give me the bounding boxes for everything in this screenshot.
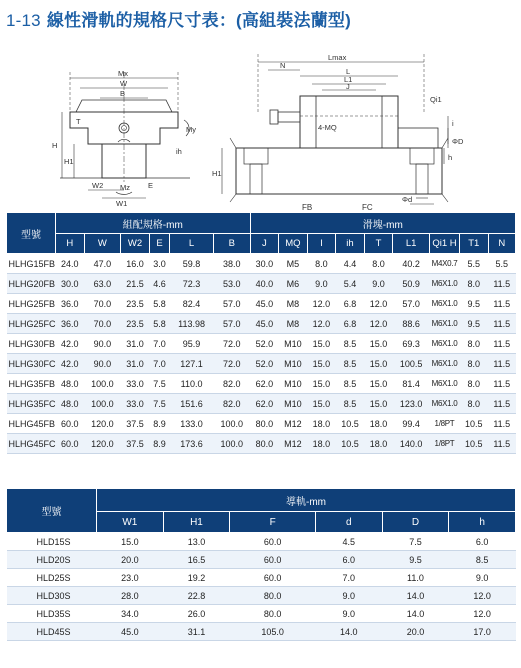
model-cell: HLHG35FC bbox=[7, 394, 56, 414]
value-cell: 6.0 bbox=[449, 533, 516, 551]
model-cell: HLHG30FB bbox=[7, 334, 56, 354]
value-cell: 45.0 bbox=[250, 314, 279, 334]
value-cell: 140.0 bbox=[393, 434, 430, 454]
model-cell: HLD45S bbox=[7, 623, 97, 641]
value-cell: 11.5 bbox=[488, 354, 515, 374]
table-row bbox=[7, 533, 516, 551]
value-cell: 120.0 bbox=[84, 414, 121, 434]
value-cell: 3.0 bbox=[149, 254, 169, 274]
value-cell: 80.0 bbox=[250, 434, 279, 454]
value-cell: 11.5 bbox=[488, 274, 515, 294]
table-row bbox=[7, 623, 516, 641]
value-cell: 88.6 bbox=[393, 314, 430, 334]
value-cell: 8.5 bbox=[449, 551, 516, 569]
label-j: J bbox=[346, 82, 350, 91]
value-cell: 18.0 bbox=[364, 434, 393, 454]
value-cell: 100.0 bbox=[213, 414, 250, 434]
column-header: ih bbox=[336, 234, 365, 254]
value-cell: 7.5 bbox=[149, 394, 169, 414]
value-cell: 11.5 bbox=[488, 334, 515, 354]
model-cell: HLD25S bbox=[7, 569, 97, 587]
value-cell: 13.0 bbox=[163, 533, 230, 551]
value-cell: 90.0 bbox=[84, 334, 121, 354]
value-cell: M6X1.0 bbox=[429, 314, 459, 334]
value-cell: 127.1 bbox=[170, 354, 214, 374]
model-cell: HLHG25FB bbox=[7, 294, 56, 314]
value-cell: M10 bbox=[279, 394, 308, 414]
value-cell: 14.0 bbox=[315, 623, 382, 641]
value-cell: 18.0 bbox=[307, 414, 336, 434]
label-mx: Mx bbox=[118, 69, 128, 78]
value-cell: 90.0 bbox=[84, 354, 121, 374]
value-cell: 9.5 bbox=[459, 314, 488, 334]
label-ih: ih bbox=[176, 147, 182, 156]
value-cell: 20.0 bbox=[97, 551, 164, 569]
model-cell: HLHG25FC bbox=[7, 314, 56, 334]
value-cell: 40.2 bbox=[393, 254, 430, 274]
label-h-small: h bbox=[448, 153, 453, 162]
table-row bbox=[7, 434, 516, 454]
value-cell: 8.5 bbox=[336, 394, 365, 414]
value-cell: 33.0 bbox=[121, 394, 150, 414]
value-cell: 5.8 bbox=[149, 294, 169, 314]
value-cell: 57.0 bbox=[393, 294, 430, 314]
value-cell: 100.0 bbox=[213, 434, 250, 454]
table-row bbox=[7, 294, 516, 314]
value-cell: 8.5 bbox=[336, 334, 365, 354]
value-cell: 8.0 bbox=[459, 334, 488, 354]
table-row bbox=[7, 334, 516, 354]
value-cell: 15.0 bbox=[307, 334, 336, 354]
value-cell: M6 bbox=[279, 274, 308, 294]
label-l: L bbox=[346, 67, 351, 76]
value-cell: 33.0 bbox=[121, 374, 150, 394]
value-cell: 19.2 bbox=[163, 569, 230, 587]
label-w: W bbox=[120, 79, 128, 88]
value-cell: 69.3 bbox=[393, 334, 430, 354]
model-cell: HLHG45FC bbox=[7, 434, 56, 454]
value-cell: 45.0 bbox=[97, 623, 164, 641]
value-cell: 9.5 bbox=[459, 294, 488, 314]
value-cell: 34.0 bbox=[97, 605, 164, 623]
model-cell: HLD20S bbox=[7, 551, 97, 569]
table-row bbox=[7, 374, 516, 394]
value-cell: M5 bbox=[279, 254, 308, 274]
value-cell: 9.0 bbox=[449, 569, 516, 587]
value-cell: 30.0 bbox=[56, 274, 85, 294]
value-cell: M8 bbox=[279, 294, 308, 314]
slide-block-spec-table bbox=[6, 212, 516, 454]
value-cell: 8.9 bbox=[149, 434, 169, 454]
value-cell: 31.0 bbox=[121, 354, 150, 374]
value-cell: 11.5 bbox=[488, 414, 515, 434]
value-cell: 15.0 bbox=[307, 374, 336, 394]
value-cell: M6X1.0 bbox=[429, 294, 459, 314]
value-cell: M6X1.0 bbox=[429, 374, 459, 394]
value-cell: M6X1.0 bbox=[429, 274, 459, 294]
label-l1: L1 bbox=[344, 75, 353, 84]
value-cell: 72.3 bbox=[170, 274, 214, 294]
value-cell: 60.0 bbox=[230, 569, 316, 587]
value-cell: 8.0 bbox=[459, 354, 488, 374]
label-fc: FC bbox=[362, 203, 373, 210]
value-cell: 60.0 bbox=[230, 533, 316, 551]
rail-diagram bbox=[0, 32, 521, 210]
model-cell: HLHG45FB bbox=[7, 414, 56, 434]
value-cell: 15.0 bbox=[307, 354, 336, 374]
value-cell: 12.0 bbox=[449, 587, 516, 605]
value-cell: 120.0 bbox=[84, 434, 121, 454]
value-cell: 15.0 bbox=[364, 334, 393, 354]
value-cell: 24.0 bbox=[56, 254, 85, 274]
value-cell: 7.5 bbox=[149, 374, 169, 394]
table-row bbox=[7, 314, 516, 334]
column-header: MQ bbox=[279, 234, 308, 254]
value-cell: 11.5 bbox=[488, 434, 515, 454]
value-cell: 10.5 bbox=[459, 434, 488, 454]
value-cell: 47.0 bbox=[84, 254, 121, 274]
value-cell: 18.0 bbox=[307, 434, 336, 454]
value-cell: 82.0 bbox=[213, 374, 250, 394]
model-cell: HLD35S bbox=[7, 605, 97, 623]
value-cell: M10 bbox=[279, 354, 308, 374]
value-cell: 4.6 bbox=[149, 274, 169, 294]
column-header: H bbox=[56, 234, 85, 254]
label-phi-d-large: ΦD bbox=[452, 137, 464, 146]
value-cell: 70.0 bbox=[84, 294, 121, 314]
value-cell: M8 bbox=[279, 314, 308, 334]
value-cell: 82.0 bbox=[213, 394, 250, 414]
section-number: 1-13 bbox=[6, 11, 41, 30]
model-cell: HLHG20FB bbox=[7, 274, 56, 294]
value-cell: 52.0 bbox=[250, 354, 279, 374]
column-header: L1 bbox=[393, 234, 430, 254]
table-row bbox=[7, 274, 516, 294]
value-cell: 113.98 bbox=[170, 314, 214, 334]
rail-model-header: 型號 bbox=[7, 489, 97, 533]
column-header: J bbox=[250, 234, 279, 254]
value-cell: 37.5 bbox=[121, 414, 150, 434]
value-cell: 62.0 bbox=[250, 374, 279, 394]
value-cell: 123.0 bbox=[393, 394, 430, 414]
assembly-group-header: 組配規格-mm bbox=[56, 213, 251, 234]
value-cell: 17.0 bbox=[449, 623, 516, 641]
value-cell: 11.5 bbox=[488, 294, 515, 314]
column-header: L bbox=[170, 234, 214, 254]
table-row bbox=[7, 254, 516, 274]
label-i: i bbox=[452, 119, 454, 128]
label-4mq: 4-MQ bbox=[318, 123, 337, 132]
value-cell: 11.0 bbox=[382, 569, 449, 587]
model-cell: HLHG15FB bbox=[7, 254, 56, 274]
value-cell: 57.0 bbox=[213, 314, 250, 334]
value-cell: 80.0 bbox=[250, 414, 279, 434]
column-header: I bbox=[307, 234, 336, 254]
value-cell: 10.5 bbox=[336, 414, 365, 434]
column-header: E bbox=[149, 234, 169, 254]
column-header: N bbox=[488, 234, 515, 254]
rail-group-header: 導軌-mm bbox=[97, 489, 516, 512]
value-cell: 1/8PT bbox=[429, 434, 459, 454]
value-cell: 151.6 bbox=[170, 394, 214, 414]
value-cell: 82.4 bbox=[170, 294, 214, 314]
value-cell: 12.0 bbox=[449, 605, 516, 623]
value-cell: 133.0 bbox=[170, 414, 214, 434]
value-cell: 12.0 bbox=[307, 314, 336, 334]
value-cell: 59.8 bbox=[170, 254, 214, 274]
value-cell: 31.0 bbox=[121, 334, 150, 354]
column-header: Qi1 H bbox=[429, 234, 459, 254]
value-cell: 12.0 bbox=[364, 314, 393, 334]
title-text: 線性滑軌的規格尺寸表：(高組裝法蘭型) bbox=[46, 11, 351, 30]
column-header: W1 bbox=[97, 512, 164, 533]
value-cell: 72.0 bbox=[213, 334, 250, 354]
value-cell: 8.9 bbox=[149, 414, 169, 434]
value-cell: 48.0 bbox=[56, 374, 85, 394]
model-cell: HLD30S bbox=[7, 587, 97, 605]
value-cell: 16.0 bbox=[121, 254, 150, 274]
value-cell: 31.1 bbox=[163, 623, 230, 641]
value-cell: 8.5 bbox=[336, 374, 365, 394]
value-cell: 42.0 bbox=[56, 334, 85, 354]
value-cell: M4X0.7 bbox=[429, 254, 459, 274]
value-cell: 99.4 bbox=[393, 414, 430, 434]
value-cell: 10.5 bbox=[459, 414, 488, 434]
column-header: W bbox=[84, 234, 121, 254]
value-cell: 105.0 bbox=[230, 623, 316, 641]
page-title bbox=[6, 6, 351, 31]
value-cell: 110.0 bbox=[170, 374, 214, 394]
table-row bbox=[7, 354, 516, 374]
value-cell: 60.0 bbox=[230, 551, 316, 569]
column-header: d bbox=[315, 512, 382, 533]
label-lmax: Lmax bbox=[328, 53, 347, 62]
value-cell: 7.0 bbox=[315, 569, 382, 587]
value-cell: 1/8PT bbox=[429, 414, 459, 434]
column-header: T1 bbox=[459, 234, 488, 254]
value-cell: 4.4 bbox=[336, 254, 365, 274]
column-header: W2 bbox=[121, 234, 150, 254]
value-cell: 7.5 bbox=[382, 533, 449, 551]
value-cell: 12.0 bbox=[307, 294, 336, 314]
value-cell: 9.0 bbox=[315, 587, 382, 605]
value-cell: 8.0 bbox=[459, 394, 488, 414]
value-cell: M6X1.0 bbox=[429, 394, 459, 414]
value-cell: 5.5 bbox=[488, 254, 515, 274]
value-cell: 80.0 bbox=[230, 587, 316, 605]
value-cell: 60.0 bbox=[56, 414, 85, 434]
value-cell: 23.5 bbox=[121, 294, 150, 314]
label-h: H bbox=[52, 141, 58, 150]
value-cell: 72.0 bbox=[213, 354, 250, 374]
value-cell: 60.0 bbox=[56, 434, 85, 454]
value-cell: M10 bbox=[279, 374, 308, 394]
value-cell: 36.0 bbox=[56, 314, 85, 334]
value-cell: 9.0 bbox=[315, 605, 382, 623]
value-cell: 22.8 bbox=[163, 587, 230, 605]
value-cell: 95.9 bbox=[170, 334, 214, 354]
column-header: T bbox=[364, 234, 393, 254]
value-cell: 173.6 bbox=[170, 434, 214, 454]
value-cell: 7.0 bbox=[149, 334, 169, 354]
value-cell: 11.5 bbox=[488, 394, 515, 414]
block-group-header: 滑塊-mm bbox=[250, 213, 515, 234]
value-cell: 8.0 bbox=[364, 254, 393, 274]
rail-spec-table bbox=[6, 488, 516, 641]
value-cell: 5.4 bbox=[336, 274, 365, 294]
model-cell: HLHG30FC bbox=[7, 354, 56, 374]
value-cell: 40.0 bbox=[250, 274, 279, 294]
label-fb: FB bbox=[302, 203, 313, 210]
column-header: B bbox=[213, 234, 250, 254]
value-cell: M12 bbox=[279, 414, 308, 434]
value-cell: 21.5 bbox=[121, 274, 150, 294]
value-cell: 48.0 bbox=[56, 394, 85, 414]
value-cell: 6.8 bbox=[336, 314, 365, 334]
value-cell: 15.0 bbox=[364, 354, 393, 374]
value-cell: 9.0 bbox=[307, 274, 336, 294]
value-cell: 23.0 bbox=[97, 569, 164, 587]
value-cell: 100.0 bbox=[84, 394, 121, 414]
value-cell: 50.9 bbox=[393, 274, 430, 294]
value-cell: 8.5 bbox=[336, 354, 365, 374]
value-cell: 53.0 bbox=[213, 274, 250, 294]
value-cell: 6.0 bbox=[315, 551, 382, 569]
value-cell: 5.8 bbox=[149, 314, 169, 334]
value-cell: 62.0 bbox=[250, 394, 279, 414]
value-cell: 100.0 bbox=[84, 374, 121, 394]
value-cell: 42.0 bbox=[56, 354, 85, 374]
model-cell: HLHG35FB bbox=[7, 374, 56, 394]
value-cell: 81.4 bbox=[393, 374, 430, 394]
value-cell: 36.0 bbox=[56, 294, 85, 314]
label-mz: Mz bbox=[120, 183, 130, 192]
value-cell: 30.0 bbox=[250, 254, 279, 274]
label-n: N bbox=[280, 61, 286, 70]
value-cell: 57.0 bbox=[213, 294, 250, 314]
value-cell: 8.0 bbox=[307, 254, 336, 274]
column-header: F bbox=[230, 512, 316, 533]
value-cell: 100.5 bbox=[393, 354, 430, 374]
value-cell: 20.0 bbox=[382, 623, 449, 641]
value-cell: M10 bbox=[279, 334, 308, 354]
table-row bbox=[7, 394, 516, 414]
value-cell: 52.0 bbox=[250, 334, 279, 354]
value-cell: M6X1.0 bbox=[429, 334, 459, 354]
label-t: T bbox=[76, 117, 81, 126]
value-cell: 9.5 bbox=[382, 551, 449, 569]
table-row bbox=[7, 569, 516, 587]
value-cell: 15.0 bbox=[364, 374, 393, 394]
value-cell: 11.5 bbox=[488, 374, 515, 394]
value-cell: 18.0 bbox=[364, 414, 393, 434]
value-cell: 6.8 bbox=[336, 294, 365, 314]
value-cell: 45.0 bbox=[250, 294, 279, 314]
value-cell: M12 bbox=[279, 434, 308, 454]
value-cell: 80.0 bbox=[230, 605, 316, 623]
label-w1: W1 bbox=[116, 199, 128, 208]
value-cell: 12.0 bbox=[364, 294, 393, 314]
column-header: h bbox=[449, 512, 516, 533]
value-cell: 11.5 bbox=[488, 314, 515, 334]
value-cell: 5.5 bbox=[459, 254, 488, 274]
value-cell: 10.5 bbox=[336, 434, 365, 454]
value-cell: 38.0 bbox=[213, 254, 250, 274]
value-cell: 7.0 bbox=[149, 354, 169, 374]
value-cell: 14.0 bbox=[382, 605, 449, 623]
value-cell: 14.0 bbox=[382, 587, 449, 605]
value-cell: 37.5 bbox=[121, 434, 150, 454]
value-cell: 23.5 bbox=[121, 314, 150, 334]
value-cell: 16.5 bbox=[163, 551, 230, 569]
value-cell: 26.0 bbox=[163, 605, 230, 623]
model-cell: HLD15S bbox=[7, 533, 97, 551]
value-cell: 4.5 bbox=[315, 533, 382, 551]
value-cell: 9.0 bbox=[364, 274, 393, 294]
label-b: B bbox=[120, 89, 126, 98]
table-row bbox=[7, 551, 516, 569]
label-qi1: Qi1 bbox=[430, 95, 442, 104]
column-header: H1 bbox=[163, 512, 230, 533]
label-e: E bbox=[148, 181, 154, 190]
value-cell: 70.0 bbox=[84, 314, 121, 334]
table-row bbox=[7, 414, 516, 434]
model-header: 型號 bbox=[7, 213, 56, 254]
label-my: My bbox=[186, 125, 196, 134]
label-h1-right: H1 bbox=[212, 169, 222, 178]
table-row bbox=[7, 605, 516, 623]
value-cell: 8.0 bbox=[459, 374, 488, 394]
value-cell: 15.0 bbox=[364, 394, 393, 414]
label-w2: W2 bbox=[92, 181, 104, 190]
label-phi-d-small: Φd bbox=[402, 195, 413, 204]
value-cell: 15.0 bbox=[97, 533, 164, 551]
column-header: D bbox=[382, 512, 449, 533]
value-cell: 28.0 bbox=[97, 587, 164, 605]
value-cell: M6X1.0 bbox=[429, 354, 459, 374]
table-row bbox=[7, 587, 516, 605]
value-cell: 15.0 bbox=[307, 394, 336, 414]
label-h1-left: H1 bbox=[64, 157, 74, 166]
value-cell: 63.0 bbox=[84, 274, 121, 294]
value-cell: 8.0 bbox=[459, 274, 488, 294]
